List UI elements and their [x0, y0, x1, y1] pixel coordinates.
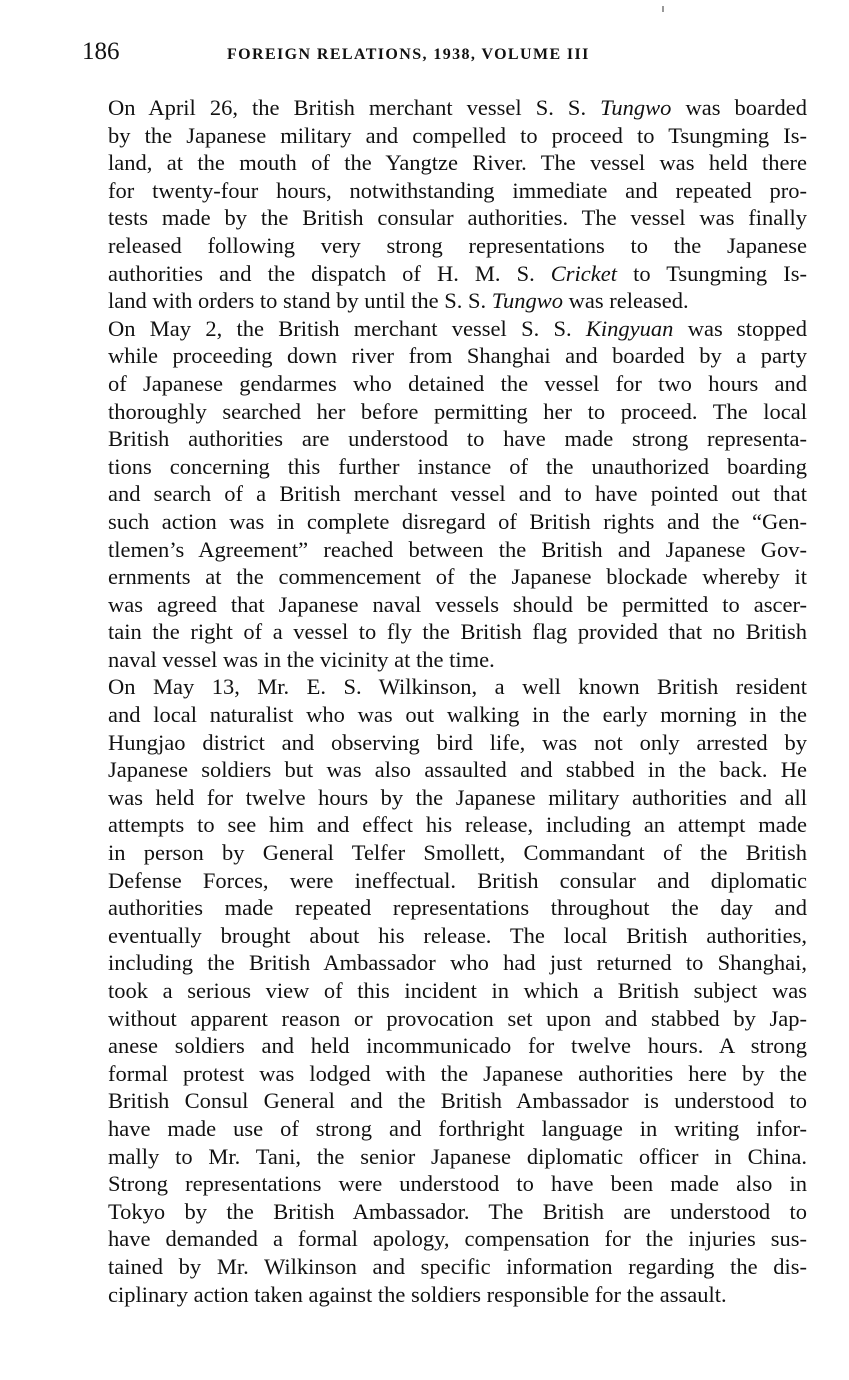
text-line: Defense Forces, were ineffectual. British consular and diplomatic — [108, 867, 807, 893]
paragraph — [82, 94, 807, 315]
text-line: for twenty-four hours, notwithstanding immediate and repeated pro- — [108, 177, 807, 203]
text-line: land with orders to stand by until the S. S. Tungwo was released. — [108, 288, 689, 314]
text-line: thoroughly searched her before permitting her to proceed. The local — [108, 398, 807, 424]
text-line: naval vessel was in the vicinity at the time. — [108, 646, 495, 672]
paragraph — [82, 673, 807, 1308]
scan-mark — [662, 6, 664, 12]
text-line: Japanese soldiers but was also assaulted and stabbed in the back. He — [108, 757, 807, 783]
text-line: British Consul General and the British Ambassador is understood to — [108, 1088, 807, 1114]
text-line: have demanded a formal apology, compensation for the injuries sus- — [108, 1226, 807, 1252]
running-header — [82, 38, 807, 78]
text-line: by the Japanese military and compelled to proceed to Tsungming Is- — [108, 122, 807, 148]
body-text — [82, 94, 807, 1308]
text-line: including the British Ambassador who had just returned to Shanghai, — [108, 950, 807, 976]
text-line: eventually brought about his release. The local British authorities, — [108, 922, 807, 948]
text-line: authorities made repeated representations throughout the day and — [108, 895, 807, 921]
text-line: released following very strong representations to the Japanese — [108, 232, 807, 258]
vessel-name: Tungwo — [600, 95, 672, 120]
text-line: without apparent reason or provocation set upon and stabbed by Jap- — [108, 1005, 807, 1031]
page-number: 186 — [82, 38, 120, 65]
text-line: ernments at the commencement of the Japanese blockade whereby it — [108, 564, 807, 590]
text-line: Tokyo by the British Ambassador. The British are understood to — [108, 1198, 807, 1224]
text-line: such action was in complete disregard of British rights and the “Gen- — [108, 508, 807, 534]
text-line: was agreed that Japanese naval vessels should be permitted to ascer- — [108, 591, 807, 617]
paragraph — [82, 315, 807, 674]
vessel-name: Tungwo — [491, 288, 564, 314]
text-line: have made use of strong and forthright language in writing infor- — [108, 1115, 807, 1141]
text-line: was held for twelve hours by the Japanese military authorities and all — [108, 784, 807, 810]
text-line: Hungjao district and observing bird life, was not only arrested by — [108, 729, 807, 755]
text-line: tained by Mr. Wilkinson and specific information regarding the dis- — [108, 1253, 807, 1279]
text-line: anese soldiers and held incommunicado for twelve hours. A strong — [108, 1033, 807, 1059]
text-line: mally to Mr. Tani, the senior Japanese diplomatic officer in China. — [108, 1143, 807, 1169]
running-title: FOREIGN RELATIONS, 1938, VOLUME III — [227, 46, 590, 63]
text-line: tests made by the British consular authorities. The vessel was finally — [108, 205, 807, 231]
text-line: ciplinary action taken against the soldiers responsible for the assault. — [108, 1281, 727, 1307]
text-line: tain the right of a vessel to fly the British flag provided that no British — [108, 619, 807, 645]
text-line: and search of a British merchant vessel and to have pointed out that — [108, 481, 807, 507]
text-line: authorities and the dispatch of H. M. S. Cricket to Tsungming Is- — [108, 260, 807, 286]
text-line: while proceeding down river from Shanghai and boarded by a party — [108, 343, 807, 369]
vessel-name: Kingyuan — [585, 315, 674, 341]
text-line: On May 2, the British merchant vessel S. S. Kingyuan was stopped — [108, 315, 807, 341]
text-line: formal protest was lodged with the Japanese authorities here by the — [108, 1060, 807, 1086]
text-line: of Japanese gendarmes who detained the vessel for two hours and — [108, 370, 807, 396]
text-line: Strong representations were understood to have been made also in — [108, 1171, 807, 1197]
text-line: On May 13, Mr. E. S. Wilkinson, a well known British resident — [108, 674, 807, 700]
text-line: in person by General Telfer Smollett, Commandant of the British — [108, 840, 807, 866]
vessel-name: Cricket — [550, 260, 618, 286]
text-line: attempts to see him and effect his release, including an attempt made — [108, 812, 807, 838]
text-line: On April 26, the British merchant vessel S. S. Tungwo was boarded — [108, 95, 807, 120]
text-line: tions concerning this further instance of the unauthorized boarding — [108, 453, 807, 479]
text-line: took a serious view of this incident in which a British subject was — [108, 978, 807, 1003]
document-page — [82, 38, 807, 1308]
text-line: and local naturalist who was out walking in the early morning in the — [108, 702, 807, 728]
text-line: land, at the mouth of the Yangtze River. The vessel was held there — [108, 150, 807, 176]
text-line: tlemen’s Agreement” reached between the British and Japanese Gov- — [108, 536, 807, 562]
text-line: British authorities are understood to have made strong representa- — [108, 426, 807, 452]
